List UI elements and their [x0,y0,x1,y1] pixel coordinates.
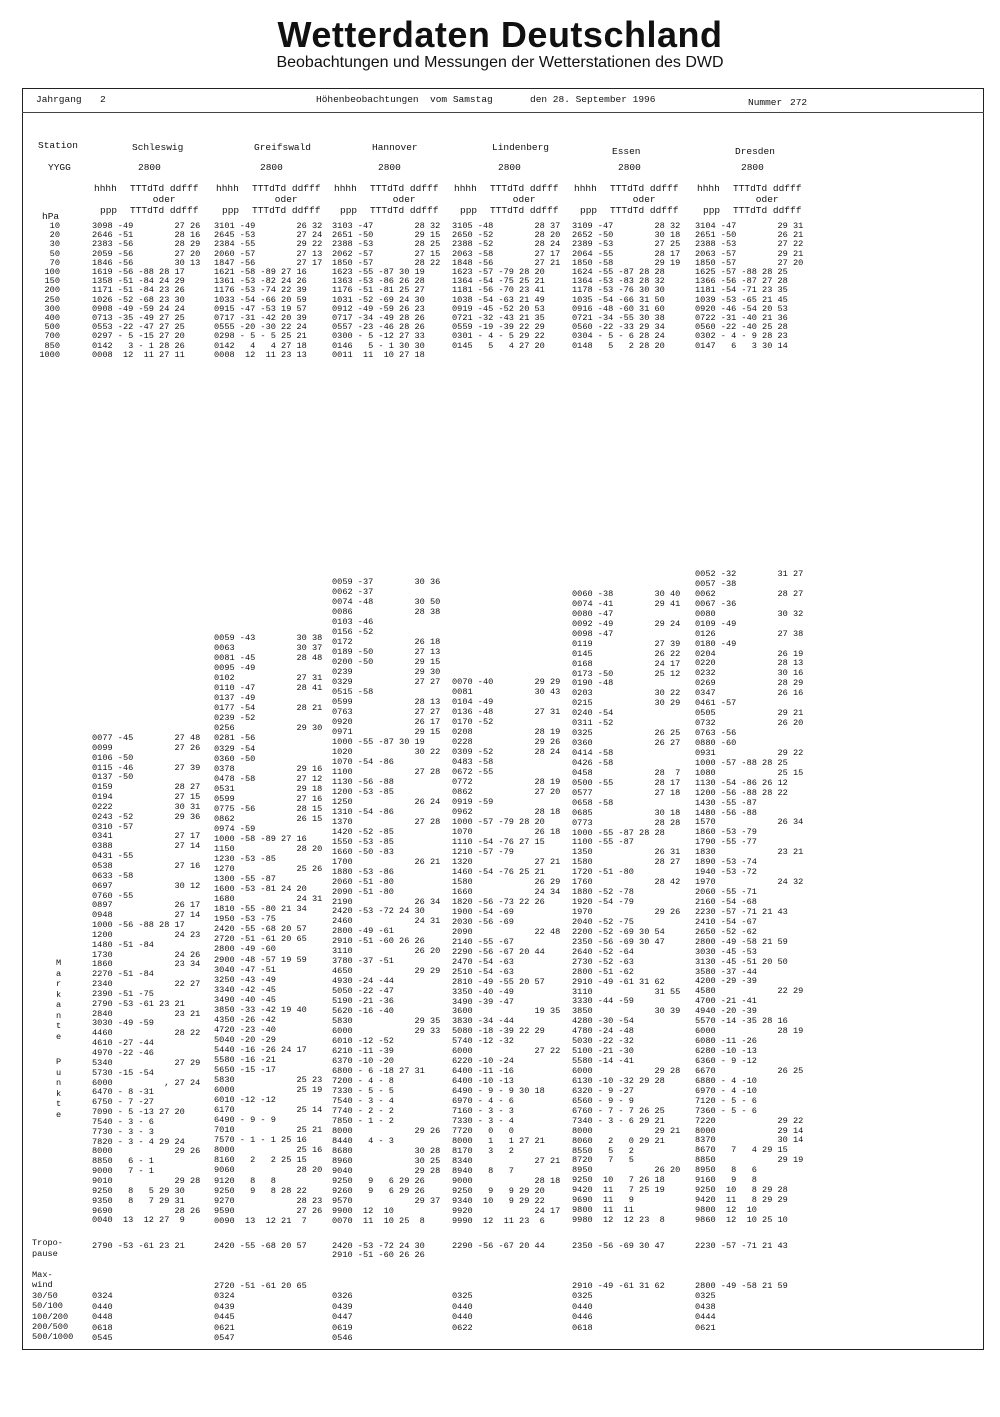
maxwind-block: 2910 -49 -61 31 62 0325 0440 0446 0618 [572,1281,665,1333]
maxwind-block: 0326 0439 0447 0619 0546 [332,1291,353,1344]
punkte-label: P u n k t e [56,1057,62,1120]
station-yygg: 2800 [378,162,401,173]
col-hhhh-label: hhhh [216,183,239,194]
tropopause-block: 2420 -55 -68 20 57 [214,1241,307,1251]
col-hhhh-label: hhhh [697,183,720,194]
tropopause-block: 2290 -56 -67 20 44 [452,1241,545,1251]
station-name: Dresden [735,146,775,157]
col-oder-label: oder [490,194,536,205]
standard-levels-block: 3104 -47 29 31 2651 -50 26 21 2388 -53 27 22 2063 -57 29 21 1850 -57 27 20 1625 -57 -88 28 25 1366 -56 -87 27 28 1181 -54 -71 23 35 1039 -53 -65 21 45 0920 -46 -54 20 53 0722 -31 -40 21 36 0560 -22 -40 25 28 0302 - 4 - 9 28 23 0147 6 3 30 14 [695,221,804,351]
station-yygg: 2800 [260,162,283,173]
col-oder-label: oder [370,194,416,205]
col-oder-label: oder [733,194,779,205]
station-yygg: 2800 [138,162,161,173]
col-ttt2-label: TTTdTd ddfff [252,205,321,216]
col-ppp-label: ppp [222,205,240,216]
page-subtitle: Beobachtungen und Messungen der Wetterstationen des DWD [276,54,724,71]
significant-points-block: 0059 -43 30 38 0063 30 37 0081 -45 28 48 0095 -49 0102 27 31 0110 -47 28 41 0137 -49 0177 -54 28 21 0239 -52 0256 29 30 0281 -56 0329 -54 0360 -50 0378 29 16 0478 -58 27 12 0531 29 18 0599 27 16 0775 -56 28 15 0862 26 15 0974 -59 1000 -58 -89 27 16 1150 28 20 1230 -53 -85 1270 25 26 1300 -55 -87 1600 -53 -81 24 20 1680 24 31 1810 -55 -80 21 34 1950 -53 -75 2420 -55 -68 20 57 2720 -51 -61 20 65 2800 -49 -60 2900 -48 -57 19 59 3040 -47 -51 3250 -43 -49 3340 -42 -45 3490 -40 -45 3850 -33 -42 19 40 4350 -26 -42 4720 -23 -40 5040 -20 -29 5440 -16 -26 24 17 5580 -16 -21 5650 -15 -17 5830 25 23 6000 25 19 6010 -12 -12 6170 25 14 6490 - 9 - 9 7010 25 21 7570 - 1 - 1 25 16 8000 25 16 8160 2 2 25 15 9060 28 20 9120 8 8 9250 9 8 28 22 9270 28 23 9590 27 26 0090 13 12 21 7 [214,633,323,1226]
col-ttt-label: TTTdTd ddfff [252,183,321,194]
col-oder-label: oder [130,194,176,205]
pressure-levels: 10 20 30 50 70 100 150 200 250 300 400 500 700 850 1000 [39,221,60,360]
col-ttt2-label: TTTdTd ddfff [490,205,559,216]
station-name: Greifswald [254,142,312,153]
tropopause-block: 2230 -57 -71 21 43 [695,1241,788,1251]
standard-levels-block: 3103 -47 28 32 2651 -50 29 15 2388 -53 28 25 2062 -57 27 15 1850 -57 28 22 1623 -55 -87 30 19 1363 -53 -86 26 28 1176 -51 -81 25 27 1031 -52 -69 24 30 0912 -49 -59 26 23 0717 -34 -49 28 26 0557 -23 -46 28 26 0300 - 5 -12 27 33 0146 5 - 1 30 30 0011 11 10 27 18 [332,221,441,360]
station-yygg: 2800 [618,162,641,173]
col-hhhh-label: hhhh [574,183,597,194]
report-date: den 28. September 1996 [530,94,656,105]
col-ppp-label: ppp [340,205,358,216]
col-ppp-label: ppp [460,205,478,216]
col-ppp-label: ppp [703,205,721,216]
col-ppp-label: ppp [580,205,598,216]
col-ttt-label: TTTdTd ddfff [490,183,559,194]
col-oder-label: oder [610,194,656,205]
col-ttt2-label: TTTdTd ddfff [610,205,679,216]
markante-label: M a r k a n t e [56,958,62,1042]
tropopause-block: 2790 -53 -61 23 21 [92,1241,185,1251]
station-name: Schleswig [132,142,184,153]
tropopause-label: Tropo- pause [32,1238,63,1259]
station-label: Station [38,140,78,151]
maxwind-label: Max- wind 30/50 50/100 100/200 200/500 500/1000 [32,1270,74,1343]
station-name: Lindenberg [492,142,550,153]
standard-levels-block: 3109 -47 28 32 2652 -50 30 18 2389 -53 27 25 2064 -55 28 17 1850 -58 29 19 1624 -55 -87 28 28 1364 -53 -83 28 32 1178 -53 -76 30 30 1035 -54 -66 31 50 0916 -48 -60 31 60 0721 -34 -55 30 38 0560 -22 -33 29 34 0304 - 5 - 6 28 24 0148 5 2 28 20 [572,221,681,351]
nummer-value: 272 [790,97,808,108]
col-hhhh-label: hhhh [94,183,117,194]
significant-points-block: 0052 -32 31 27 0057 -38 0062 28 27 0067 -36 0080 30 32 0109 -49 0126 27 38 0180 -49 0204 26 19 0220 28 13 0232 30 16 0269 28 29 0347 26 16 0461 -57 0505 29 21 0732 26 20 0763 -56 0880 -60 0931 29 22 1000 -57 -88 28 25 1080 25 15 1130 -54 -86 26 12 1200 -56 -88 28 22 1430 -55 -87 1480 -56 -88 1570 26 34 1860 -53 -79 1790 -55 -77 1830 23 21 1890 -53 -74 1940 -53 -72 1970 24 32 2060 -55 -71 2160 -54 -68 2230 -57 -71 21 43 2410 -54 -67 2650 -52 -62 2800 -49 -58 21 59 3030 -45 -53 3130 -45 -51 20 50 3580 -37 -44 4200 -29 -39 4580 22 29 4700 -21 -41 4940 -20 -39 5570 -14 -35 28 16 6000 28 19 6080 -11 -26 6280 -10 -13 6360 - 9 -12 6670 26 25 6880 - 4 -10 6970 - 4 -10 7120 - 5 - 6 7360 - 5 - 6 7220 29 22 8000 29 14 8370 30 14 8670 7 4 29 15 8850 29 19 8950 8 6 9160 9 8 9250 10 8 29 28 9420 11 8 29 29 9800 12 10 9860 12 10 25 10 [695,569,804,1225]
station-yygg: 2800 [498,162,521,173]
standard-levels-block: 3105 -48 28 37 2650 -52 28 20 2388 -52 28 24 2063 -58 27 17 1848 -56 27 21 1623 -57 -79 28 20 1364 -54 -75 25 21 1181 -56 -70 23 41 1038 -54 -63 21 49 0919 -45 -52 20 53 0721 -32 -43 21 35 0559 -19 -39 22 29 0301 - 4 - 5 29 22 0145 5 4 27 20 [452,221,561,351]
significant-points-block: 0077 -45 27 48 0099 27 26 0106 -50 0115 -46 27 39 0137 -50 0159 28 27 0194 27 15 0222 30 31 0243 -52 29 36 0310 -57 0341 27 17 0388 27 14 0431 -55 0538 27 16 0633 -58 0697 30 12 0760 -55 0897 26 17 0948 27 14 1000 -56 -88 28 17 1200 24 23 1480 -51 -84 1730 24 26 1860 23 34 2270 -51 -84 2340 22 27 2390 -51 -75 2790 -53 -61 23 21 2840 23 21 3030 -49 -59 4460 28 22 4610 -27 -44 4970 -22 -46 5340 27 29 5730 -15 -54 6000 , 27 24 6470 - 8 -31 6750 - 7 -27 7090 - 5 -13 27 20 7540 - 3 - 6 7730 - 3 - 3 7820 - 3 - 4 29 24 8000 29 26 8850 6 - 1 9000 7 - 1 9010 29 28 9250 8 5 29 30 9350 8 7 29 31 9690 28 26 0040 13 12 27 9 [92,733,201,1226]
tropopause-block: 2350 -56 -69 30 47 [572,1241,665,1251]
col-hhhh-label: hhhh [334,183,357,194]
maxwind-block: 0325 0440 0440 0622 [452,1291,473,1333]
page-title: Wetterdaten Deutschland [277,14,723,55]
col-ppp-label: ppp [100,205,118,216]
col-ttt-label: TTTdTd ddfff [733,183,802,194]
tropopause-block: 2420 -53 -72 24 30 2910 -51 -60 26 26 [332,1241,425,1261]
report-type: Höhenbeobachtungen vom Samstag [316,94,493,105]
standard-levels-block: 3098 -49 27 26 2646 -51 28 16 2383 -56 28 29 2059 -56 27 20 1846 -56 30 13 1619 -56 -88 28 17 1358 -51 -84 24 29 1171 -51 -84 23 26 1026 -52 -68 23 30 0908 -49 -59 24 24 0713 -35 -49 27 25 0553 -22 -47 27 25 0297 - 5 -15 27 20 0142 3 - 1 28 26 0008 12 11 27 11 [92,221,201,360]
col-ttt2-label: TTTdTd ddfff [370,205,439,216]
station-yygg: 2800 [741,162,764,173]
jahrgang-label: Jahrgang [36,94,82,105]
station-name: Hannover [372,142,418,153]
col-oder-label: oder [252,194,298,205]
standard-levels-block: 3101 -49 26 32 2645 -53 27 24 2384 -55 29 22 2060 -57 27 13 1847 -56 27 17 1621 -58 -89 27 16 1361 -53 -82 24 26 1176 -53 -74 22 39 1033 -54 -66 20 59 0915 -47 -53 19 57 0717 -31 -42 20 39 0555 -20 -30 22 24 0298 - 5 - 5 25 21 0142 4 4 27 18 0008 12 11 23 13 [214,221,323,360]
col-ttt-label: TTTdTd ddfff [130,183,199,194]
significant-points-block: 0059 -37 30 36 0062 -37 0074 -48 30 50 0086 28 38 0103 -46 0156 -52 0172 26 18 0189 -50 27 13 0200 -50 29 15 0239 29 30 0329 27 27 0515 -58 0599 28 13 0763 27 27 0920 26 17 0971 29 15 1000 -55 -87 30 19 1020 30 22 1070 -54 -86 1100 27 28 1130 -56 -88 1200 -53 -85 1250 26 24 1310 -54 -86 1370 27 28 1420 -52 -85 1550 -53 -85 1660 -50 -83 1700 26 21 1880 -53 -86 2060 -51 -80 2090 -51 -80 2190 26 34 2420 -53 -72 24 30 2460 24 31 2800 -49 -61 2910 -51 -60 26 26 3110 26 20 3780 -37 -51 4650 29 29 4930 -24 -44 5050 -22 -47 5190 -21 -36 5620 -16 -40 5830 29 35 6000 29 33 6010 -12 -52 6210 -11 -39 6370 -10 -20 6800 - 6 -18 27 31 7200 - 4 - 8 7330 - 5 - 5 7540 - 3 - 4 7740 - 2 - 2 7850 - 1 - 2 8000 29 26 8440 4 - 3 8680 30 28 8960 30 25 9040 29 28 9250 9 6 29 26 9260 9 6 29 26 9570 29 37 9900 12 10 0070 11 10 25 8 [332,577,441,1226]
header-divider [22,112,984,113]
col-ttt-label: TTTdTd ddfff [610,183,679,194]
hpa-label: hPa [42,211,60,222]
col-ttt2-label: TTTdTd ddfff [733,205,802,216]
significant-points-block: 0070 -40 29 29 0081 30 43 0104 -49 0136 -48 27 31 0170 -52 0208 28 19 0228 29 26 0309 -52 28 24 0483 -58 0672 -55 0772 28 19 0862 27 20 0919 -59 0962 28 18 1000 -57 -79 28 20 1070 26 18 1110 -54 -76 27 15 1210 -57 -79 1320 27 21 1460 -54 -76 25 21 1580 26 29 1660 24 34 1820 -56 -73 22 26 1900 -54 -69 2030 -56 -69 2090 22 48 2140 -55 -67 2290 -56 -67 20 44 2470 -54 -63 2510 -54 -63 2810 -49 -55 20 57 3350 -40 -49 3490 -39 -47 3600 19 35 3830 -34 -44 5080 -18 -39 22 29 5740 -12 -32 6000 27 22 6220 -10 -24 6400 -11 -16 6400 -10 -13 6490 - 9 - 9 30 18 6970 - 4 - 6 7160 - 3 - 3 7330 - 3 - 4 7720 0 0 8000 1 1 27 21 8170 3 2 8340 27 21 8940 8 7 9000 28 18 9250 9 9 29 20 9340 10 9 29 22 9920 24 17 9990 12 11 23 6 [452,677,561,1227]
col-ttt2-label: TTTdTd ddfff [130,205,199,216]
yygg-label: YYGG [48,162,71,173]
col-hhhh-label: hhhh [454,183,477,194]
maxwind-block: 2720 -51 -61 20 65 0324 0439 0445 0621 0547 [214,1281,307,1344]
nummer-label: Nummer [748,97,783,108]
jahrgang-value: 2 [100,94,106,105]
col-ttt-label: TTTdTd ddfff [370,183,439,194]
maxwind-block: 2800 -49 -58 21 59 0325 0438 0444 0621 [695,1281,788,1333]
maxwind-block: 0324 0440 0448 0618 0545 [92,1291,113,1344]
significant-points-block: 0060 -38 30 40 0074 -41 29 41 0080 -47 0092 -49 29 24 0098 -47 0119 27 39 0145 26 22 0168 24 17 0173 -50 25 12 0190 -48 0203 30 22 0215 30 29 0240 -54 0311 -52 0325 26 25 0360 26 27 0414 -58 0426 -58 0458 28 7 0500 -55 28 17 0577 27 18 0658 -58 0685 30 18 0773 28 28 1000 -55 -87 28 28 1100 -55 -87 1350 26 31 1580 28 27 1720 -51 -80 1760 28 42 1880 -52 -78 1920 -54 -79 1970 29 26 2040 -52 -75 2200 -52 -69 30 54 2350 -56 -69 30 47 2640 -52 -64 2730 -52 -63 2800 -51 -62 2910 -49 -61 31 62 3110 31 55 3330 -44 -59 3850 30 39 4280 -30 -54 4780 -24 -48 5030 -22 -32 5100 -21 -30 5580 -14 -41 6000 29 28 6130 -10 -32 29 28 6320 - 9 -27 6560 - 9 - 9 6760 - 7 - 7 26 25 7340 - 3 - 6 29 21 8000 29 21 8060 2 0 29 21 8550 5 2 8720 7 5 8950 26 20 9250 10 7 26 18 9420 11 7 25 19 9690 11 9 9800 11 11 9980 12 12 23 8 [572,589,681,1226]
station-name: Essen [612,146,641,157]
